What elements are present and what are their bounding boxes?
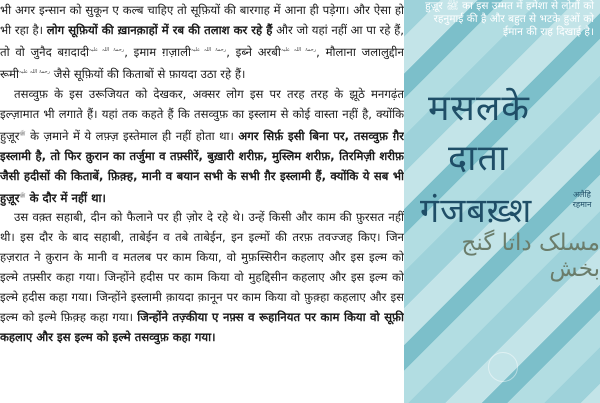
honorific-ra-3: رحمۃ اللہ علیہ bbox=[280, 47, 317, 53]
cover-title-line-1: मसलके bbox=[428, 88, 530, 129]
honorific-ra-1: رحمۃ اللہ علیہ bbox=[88, 47, 125, 53]
p3-text-a: उस वक़्त सहाबी, दीन को फैलाने पर ही ज़ोर दे रहे थे। उन्हें किसी और काम की फ़ुरसत नहीं थी। इस दौर के बाद सहाबी, ताबेईन व तबे ताबेईन, इन इल्मों की तरफ़ तवज्जह किए। जिन हज़रात ने क़ुरान के मानी व मतलब पर काम किया, वो मुफ़स्सिरीन कहलाए और इस इल्म को इल्मे तफ़्सीर कहा गया। जिन्होंने हदीस पर काम किया वो मुहद्दिसीन कहलाए और इस इल्म को इल्मे हदीस कहा गया। जिन्होंने इस्लामी क़ायदा क़ानून पर काम किया वो फ़ुक़्हा कहलाए और इस इल्म को इल्मे फ़िक़्ह कहा गया। bbox=[0, 210, 404, 325]
honorific-ra-4: رحمۃ اللہ علیہ bbox=[18, 68, 51, 75]
honorific-saw-2: ﷺ bbox=[19, 192, 26, 199]
p3-bold-text: जिन्होंने तज़्कीया ए नफ़्स व रूहानियत पर काम किया वो सूफ़ी कहलाए और इस इल्म को इल्मे तसव्वुफ़ कहा गया। bbox=[0, 310, 404, 345]
p1-bold-text: लोग सूफ़ियों की ख़ानक़ाहों में रब की तलाश कर रहे हैं bbox=[46, 23, 273, 37]
paragraph-1 bbox=[0, 0, 404, 84]
honorific-ra-2: رحمۃ اللہ علیہ bbox=[190, 47, 227, 53]
cover-title-line-2: दाता bbox=[448, 138, 509, 179]
p1-text-d: , इमाम ग़ज़ाली bbox=[124, 44, 191, 59]
p1-text-c: और जो यहां नहीं आ पा रहे हैं, तो वो जुनैद बग़दादी bbox=[0, 23, 404, 59]
p1-text-g: जैसे सूफ़ियों की किताबों से फ़ायदा उठा रहे हैं। bbox=[50, 66, 246, 81]
paragraph-3 bbox=[0, 207, 404, 347]
cover-title-line-3: गंजबख़्श bbox=[420, 191, 533, 231]
p1-text-a: भी अगर इन्सान को सुकून ए कल्ब चाहिए तो सूफ़ियों की बारगाह में आना ही पड़ेगा। और ऐसा हो भी रहा है। bbox=[0, 3, 404, 37]
honorific-saw-1: ﷺ bbox=[19, 130, 26, 137]
cover-panel bbox=[404, 0, 600, 403]
swirl-ornament-icon bbox=[488, 352, 518, 382]
p2-text-a: तसव्वुफ़ के इस उरूजियत को देखकर, अक्सर लोग इस पर तरह तरह के झूठे मनगढ़ंत इल्ज़ामात भी लगाते हैं। यहां तक कहते हैं कि तसव्वुफ़ का इस्लाम से कोई वास्ता नहीं है, क्योंकि हुज़ूर bbox=[0, 86, 404, 143]
p1-text-f: , मौलाना जलालुद्दीन रूमी bbox=[0, 44, 404, 81]
p2-text-b: के ज़माने में ये लफ़्ज़ इस्तेमाल ही नहीं होता था। bbox=[25, 128, 239, 143]
cover-urdu-title: مسلک داتا گنج بخش bbox=[461, 230, 600, 282]
p2-bold-end: के दौर में नहीं था। bbox=[25, 190, 106, 205]
p2-bold-text: अगर सिर्फ़ इसी बिना पर, तसव्वुफ़ ग़ैर इस्लामी है, तो फिर क़ुरान का तर्जुमा व तफ़्सीरें, बुख़ारी शरीफ़, मुस्लिम शरीफ़, तिरमिज़ी शरीफ़ जैसी हदीसों की किताबें, फ़िक़्ह, मानी व बयान सभी के सभी ग़ैर इस्लामी हैं, क्योंकि ये सब भी हुज़ूर bbox=[0, 128, 404, 205]
p1-text-e: , इब्ने अरबी bbox=[226, 44, 281, 59]
cover-quote: हुज़ूर ﷺ का इस उम्मत में हमेशा से लोगों को रहनुमाई की है और बहुत से भटके हुओं को ईमान की राह दिखाई है। bbox=[425, 0, 594, 38]
paragraph-2 bbox=[0, 84, 404, 208]
cover-honorific: अलैहि रहमान bbox=[572, 190, 592, 209]
